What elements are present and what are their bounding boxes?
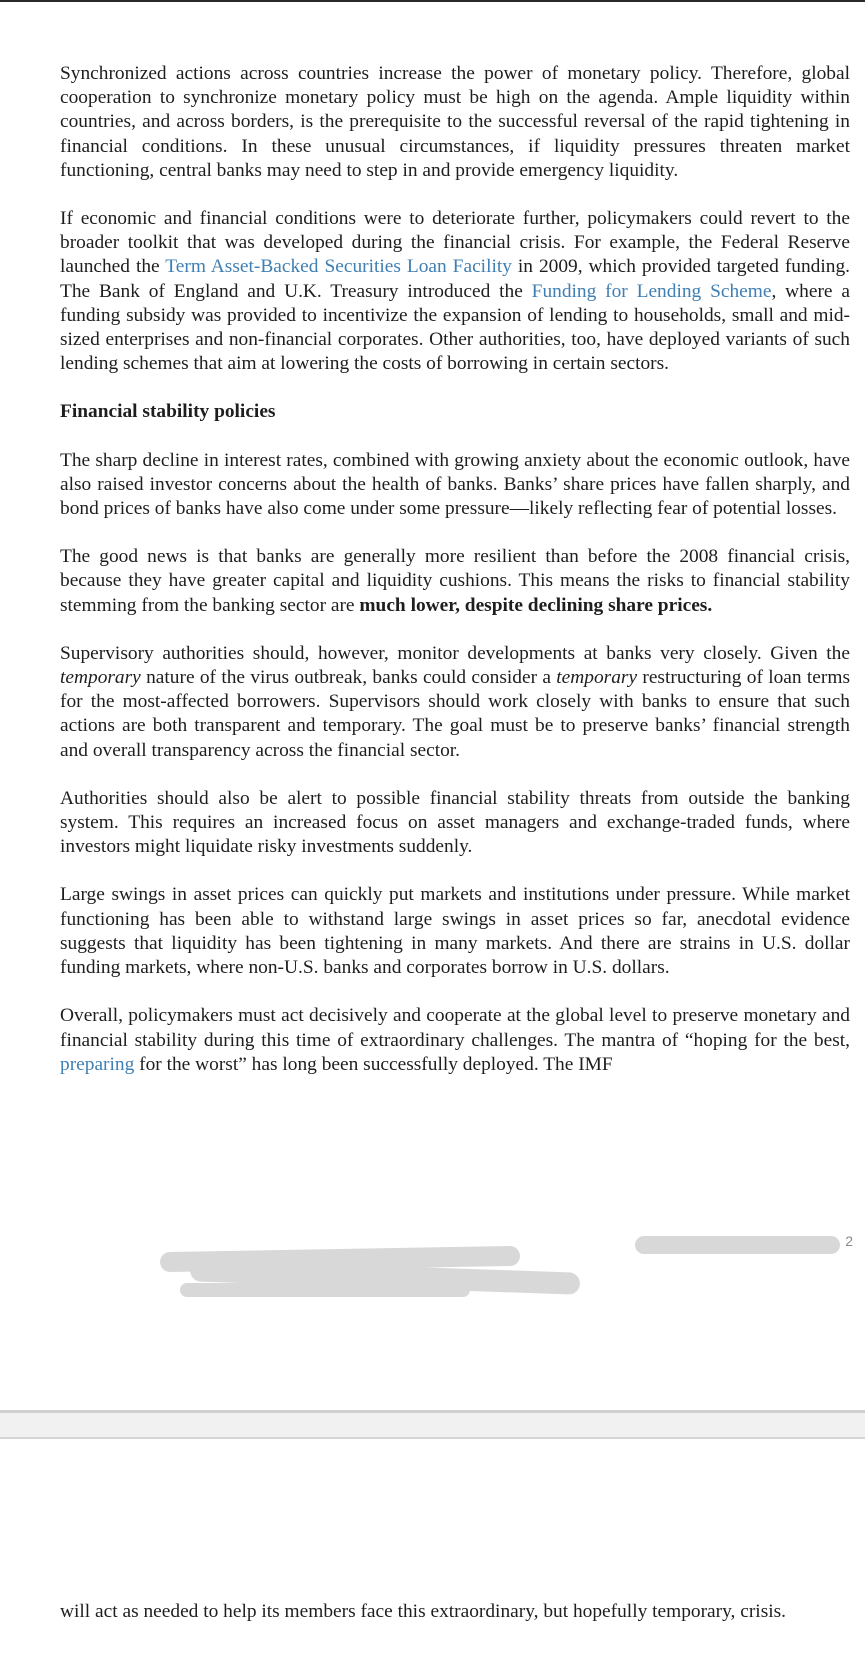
text-span: in 2009, which provided targeted funding. The Bank of England and U.K. Treasury introduced the [60, 256, 851, 302]
section-heading: Financial stability policies [60, 401, 276, 423]
paragraph-lending-schemes [60, 207, 850, 376]
page-number: 2 [845, 1233, 853, 1249]
paragraph-conclusion [60, 1004, 850, 1077]
paragraph-bank-concerns: The sharp decline in interest rates, combined with growing anxiety about the economic outlook, have also raised investor concerns about the health of banks. Banks’ share prices have fallen sharply, and bond prices of banks have also come under some pressure—likely reflecting fear of potential losses. [60, 449, 850, 520]
paragraph-asset-prices: Large swings in asset prices can quickly put markets and institutions under pressure. While market functioning has been able to withstand large swings in asset prices so far, anecdotal evidence suggests that liquidity has been tightening in many markets. And there are strains in U.S. dollar funding markets, where non-U.S. banks and corporates borrow in U.S. dollars. [60, 884, 850, 979]
text-span: nature of the virus outbreak, banks could consider a [140, 667, 557, 689]
paragraph-supervision [60, 642, 850, 763]
document-page-2 [60, 1600, 850, 1648]
text-span: The good news is that banks are generally more resilient than before the 2008 financial crisis, because they have greater capital and liquidity cushions. This means the risks to financial stability stemming from the banking sector are [60, 546, 850, 616]
funding-for-lending-link[interactable]: Funding for Lending Scheme [531, 280, 772, 302]
paragraph-bank-resilience [60, 545, 850, 618]
text-span: Supervisory authorities should, however, monitor developments at banks very closely. Given the [60, 642, 850, 664]
text-span: Overall, policymakers must act decisively and cooperate at the global level to preserve monetary and financial stability during this time of extraordinary challenges. The mantra of “hoping for the best, [60, 1005, 850, 1051]
text-span: restructuring of loan terms for the most-affected borrowers. Supervisors should work closely with banks to ensure that such actions are both transparent and temporary. The goal must be to preserve banks’ financial strength and overall transparency across the financial sector. [60, 667, 850, 761]
text-span: , where a funding subsidy was provided to incentivize the expansion of lending to households, small and mid-sized enterprises and non-financial corporates. Other authorities, too, have deployed variants of such lending schemes that aim at lowering the costs of borrowing in certain sectors. [60, 280, 850, 375]
italic-text: temporary [556, 667, 638, 689]
bold-text: much lower, despite declining share prices. [359, 594, 713, 616]
document-page-1 [60, 62, 850, 1101]
preparing-link[interactable]: preparing [60, 1053, 135, 1075]
page-separator [0, 1410, 865, 1439]
redacted-footer [635, 1236, 840, 1254]
paragraph-continuation: will act as needed to help its members face this extraordinary, but hopefully temporary, crisis. [60, 1601, 787, 1622]
top-border [0, 0, 865, 2]
text-span: If economic and financial conditions were to deteriorate further, policymakers could revert to the broader toolkit that was developed during the financial crisis. For example, the Federal Reserve launched the [60, 208, 850, 278]
paragraph-monetary-cooperation: Synchronized actions across countries increase the power of monetary policy. Therefore, global cooperation to synchronize monetary policy must be high on the agenda. Ample liquidity within countries, and across borders, is the prerequisite to the successful reversal of the rapid tightening in financial conditions. In these unusual circumstances, if liquidity pressures threaten market functioning, central banks may need to step in and provide emergency liquidity. [60, 63, 850, 181]
italic-text: temporary [60, 667, 141, 689]
redacted-footer [180, 1283, 470, 1297]
text-span: for the worst” has long been successfully deployed. The IMF [134, 1053, 613, 1075]
paragraph-nonbank-threats: Authorities should also be alert to possible financial stability threats from outside the banking system. This requires an increased focus on asset managers and exchange-traded funds, where investors might liquidate risky investments suddenly. [60, 787, 850, 858]
talf-link[interactable]: Term Asset-Backed Securities Loan Facility [165, 256, 512, 278]
